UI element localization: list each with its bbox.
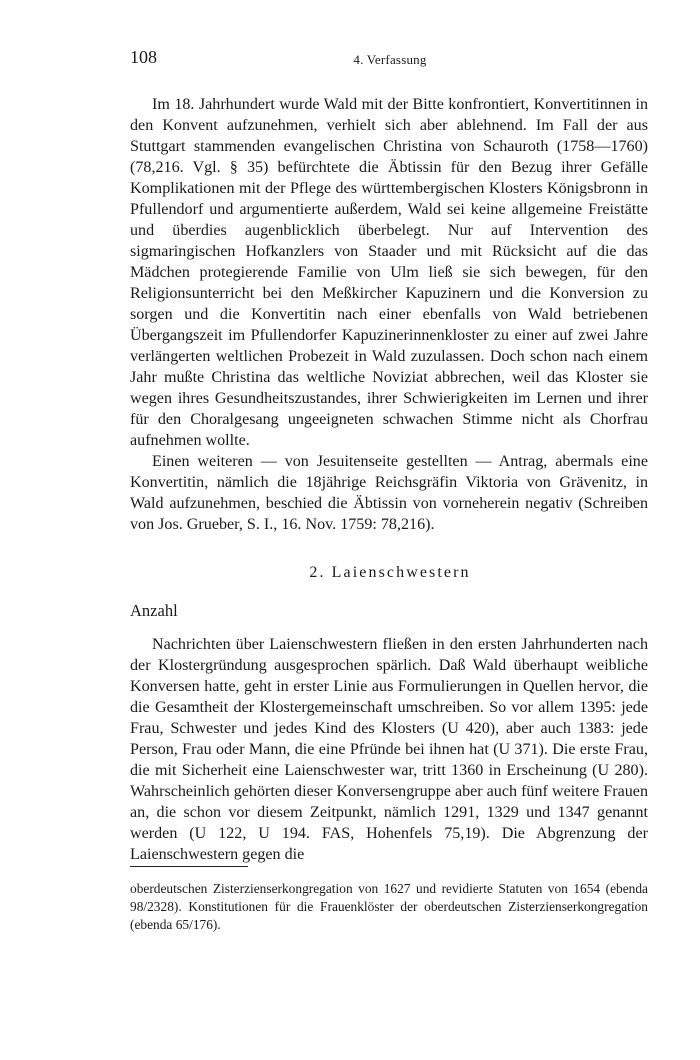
footnote-text: oberdeutschen Zisterzienserkongregation von 1627 und revidierte Statuten von 1654 (ebenda 98/2328). Konstitutionen für die Frauenklöster der oberdeutschen Zisterzienserkongregation (ebenda 65/176).	[130, 881, 648, 932]
paragraph: Im 18. Jahrhundert wurde Wald mit der Bitte konfrontiert, Konvertitinnen in den Konvent aufzunehmen, verhielt sich aber ablehnend. Im Fall der aus Stuttgart stammenden evangelischen Christina von Schauroth (1758—1760) (78,216. Vgl. § 35) befürchtete die Äbtissin für den Bezug ihrer Gefälle Komplikationen mit der Pflege des württembergischen Klosters Königsbronn in Pfullendorf und argumentierte außerdem, Wald sei keine allgemeine Freistätte und überdies augenblicklich überbelegt. Nur auf Intervention des sigmaringischen Hofkanzlers von Staader und mit Rücksicht auf die das Mädchen protegierende Familie von Ulm ließ sie sich bewegen, für den Religionsunterricht bei den Meßkircher Kapuzinern und die Konversion zu sorgen und die Konvertitin nach einer ebenfalls von Wald betriebenen Übergangszeit im Pfullendorfer Kapuzinerinnenkloster zu einer auf zwei Jahre verlängerten weltlichen Probezeit in Wald zuzulassen. Doch schon nach einem Jahr mußte Christina das weltliche Noviziat abbrechen, weil das Kloster sie wegen ihres Gesundheitszustandes, ihrer Schwierigkeiten im Lernen und ihrer für den Choralgesang ungeeigneten schwachen Stimme nicht als Chorfrau aufnehmen wollte.	[130, 96, 648, 449]
section-text	[130, 634, 648, 865]
footnote	[130, 880, 648, 934]
page-number: 108	[130, 47, 157, 67]
paragraph: Nachrichten über Laienschwestern fließen in den ersten Jahrhunderten nach der Klostergründung ausgesprochen spärlich. Daß Wald überhaupt weibliche Konversen hatte, geht in erster Linie aus Formulierungen in Quellen hervor, die die Gesamtheit der Klostergemeinschaft umschreiben. So vor allem 1395: jede Frau, Schwester und jedes Kind des Klosters (U 420), aber auch 1383: jede Person, Frau oder Mann, die eine Pfründe bei ihnen hat (U 371). Die erste Frau, die mit Sicherheit eine Laienschwester war, tritt 1360 in Erscheinung (U 280). Wahrscheinlich gehörten dieser Konversengruppe aber auch fünf weitere Frauen an, die schon vor diesem Zeitpunkt, nämlich 1291, 1329 und 1347 genannt werden (U 122, U 194. FAS, Hohenfels 75,19). Die Abgrenzung der Laienschwestern gegen die	[130, 636, 648, 863]
paragraph: Einen weiteren — von Jesuitenseite gestellten — Antrag, abermals eine Konvertitin, nämlich die 18jährige Reichsgräfin Viktoria von Grävenitz, in Wald aufzunehmen, beschied die Äbtissin von vorneherein negativ (Schreiben von Jos. Grueber, S. I., 16. Nov. 1759: 78,216).	[130, 453, 648, 533]
subheading: Anzahl	[130, 601, 178, 620]
section-heading: 2. Laienschwestern	[309, 564, 471, 581]
running-title: 4. Verfassung	[353, 52, 427, 67]
intro-text	[130, 94, 648, 535]
footnote-divider	[130, 866, 248, 867]
